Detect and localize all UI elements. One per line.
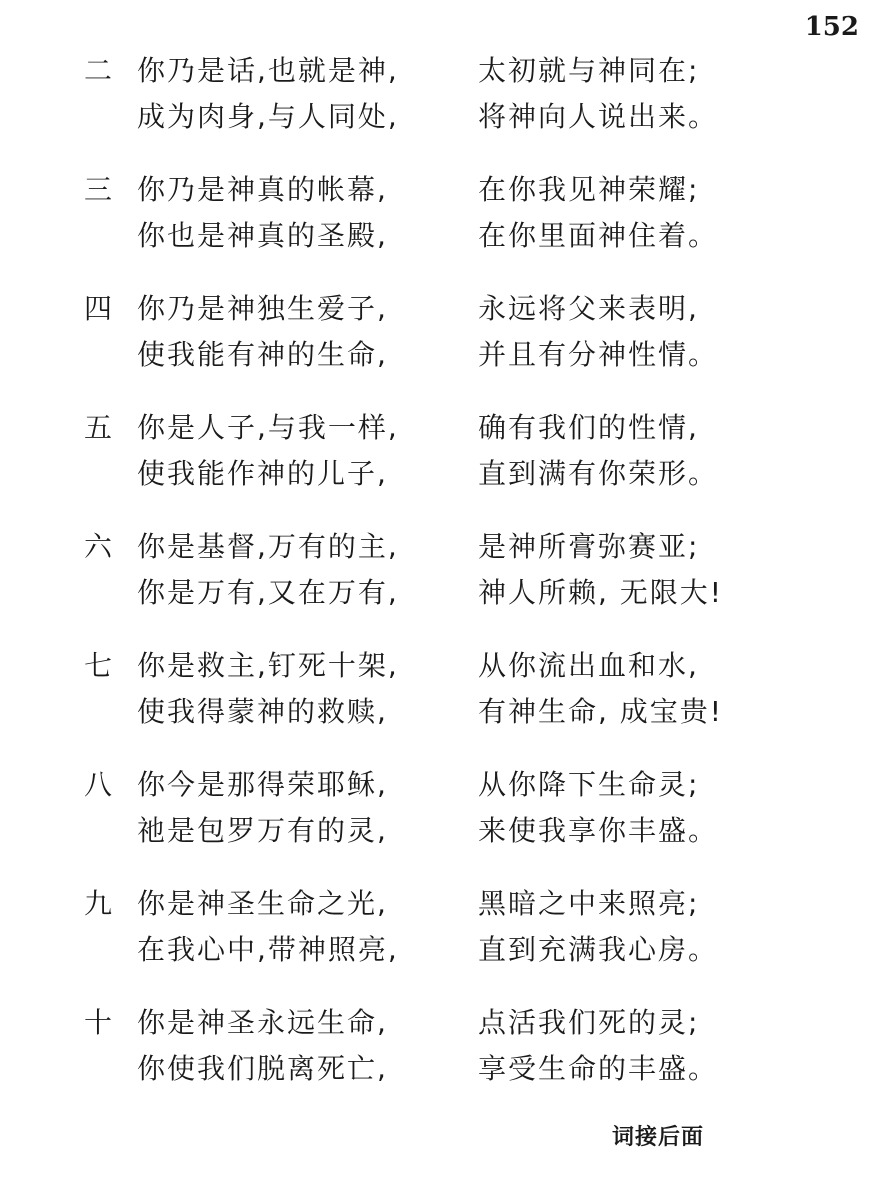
stanza-number: 四 [84, 292, 113, 325]
line-left-text: 你使我们脱离死亡, [137, 1052, 388, 1085]
stanza-line [0, 451, 885, 497]
stanza-line [0, 808, 885, 854]
stanza-line [0, 1000, 885, 1046]
line-right-text: 太初就与神同在; [478, 54, 700, 87]
stanza-line [0, 689, 885, 735]
line-right-text: 神人所赖, 无限大! [478, 576, 724, 609]
line-right-text: 来使我享你丰盛。 [478, 814, 719, 847]
line-left-text: 使我能有神的生命, [137, 338, 388, 371]
line-left-text: 你是神圣永远生命, [137, 1006, 388, 1039]
stanza-10 [0, 1000, 885, 1119]
line-right-text: 直到充满我心房。 [478, 933, 719, 966]
stanza-line [0, 524, 885, 570]
stanza-number: 九 [84, 887, 113, 920]
stanza-line [0, 762, 885, 808]
stanza-3 [0, 167, 885, 286]
line-right-text: 有神生命, 成宝贵! [478, 695, 724, 728]
stanza-9 [0, 881, 885, 1000]
stanza-number: 七 [84, 649, 113, 682]
line-left-text: 你今是那得荣耶稣, [137, 768, 388, 801]
line-right-text: 是神所膏弥赛亚; [478, 530, 700, 563]
line-right-text: 从你降下生命灵; [478, 768, 700, 801]
line-right-text: 享受生命的丰盛。 [478, 1052, 719, 1085]
line-left-text: 你乃是话,也就是神, [137, 54, 399, 87]
stanza-5 [0, 405, 885, 524]
line-left-text: 你乃是神独生爱子, [137, 292, 388, 325]
line-left-text: 成为肉身,与人同处, [137, 100, 399, 133]
line-right-text: 从你流出血和水, [478, 649, 699, 682]
stanza-line [0, 570, 885, 616]
stanza-8 [0, 762, 885, 881]
line-left-text: 你也是神真的圣殿, [137, 219, 388, 252]
stanza-line [0, 94, 885, 140]
line-right-text: 在你里面神住着。 [478, 219, 719, 252]
line-left-text: 你是人子,与我一样, [137, 411, 399, 444]
line-left-text: 你是救主,钉死十架, [137, 649, 399, 682]
line-left-text: 使我能作神的儿子, [137, 457, 388, 490]
stanza-number: 三 [84, 173, 113, 206]
line-left-text: 祂是包罗万有的灵, [137, 814, 388, 847]
stanza-number: 八 [84, 768, 113, 801]
line-left-text: 使我得蒙神的救赎, [137, 695, 388, 728]
stanza-line [0, 881, 885, 927]
stanza-line [0, 643, 885, 689]
stanza-number: 五 [84, 411, 113, 444]
stanza-line [0, 1046, 885, 1092]
line-right-text: 将神向人说出来。 [478, 100, 719, 133]
line-left-text: 你是基督,万有的主, [137, 530, 399, 563]
line-left-text: 你乃是神真的帐幕, [137, 173, 388, 206]
stanza-line [0, 405, 885, 451]
line-right-text: 黑暗之中来照亮; [478, 887, 700, 920]
stanza-line [0, 332, 885, 378]
stanza-number: 二 [84, 54, 113, 87]
line-left-text: 在我心中,带神照亮, [137, 933, 399, 966]
page-number: 152 [804, 12, 859, 42]
stanza-line [0, 927, 885, 973]
line-left-text: 你是神圣生命之光, [137, 887, 388, 920]
stanza-2 [0, 48, 885, 167]
stanza-4 [0, 286, 885, 405]
hymn-verses [0, 48, 885, 1119]
line-right-text: 直到满有你荣形。 [478, 457, 719, 490]
continued-note: 词接后面 [612, 1125, 705, 1150]
line-right-text: 点活我们死的灵; [478, 1006, 700, 1039]
stanza-line [0, 213, 885, 259]
stanza-number: 六 [84, 530, 113, 563]
stanza-6 [0, 524, 885, 643]
stanza-line [0, 286, 885, 332]
line-right-text: 并且有分神性情。 [478, 338, 719, 371]
stanza-7 [0, 643, 885, 762]
stanza-line [0, 48, 885, 94]
line-right-text: 确有我们的性情, [478, 411, 699, 444]
stanza-number: 十 [84, 1006, 113, 1039]
stanza-line [0, 167, 885, 213]
line-right-text: 在你我见神荣耀; [478, 173, 700, 206]
line-right-text: 永远将父来表明, [478, 292, 699, 325]
line-left-text: 你是万有,又在万有, [137, 576, 399, 609]
